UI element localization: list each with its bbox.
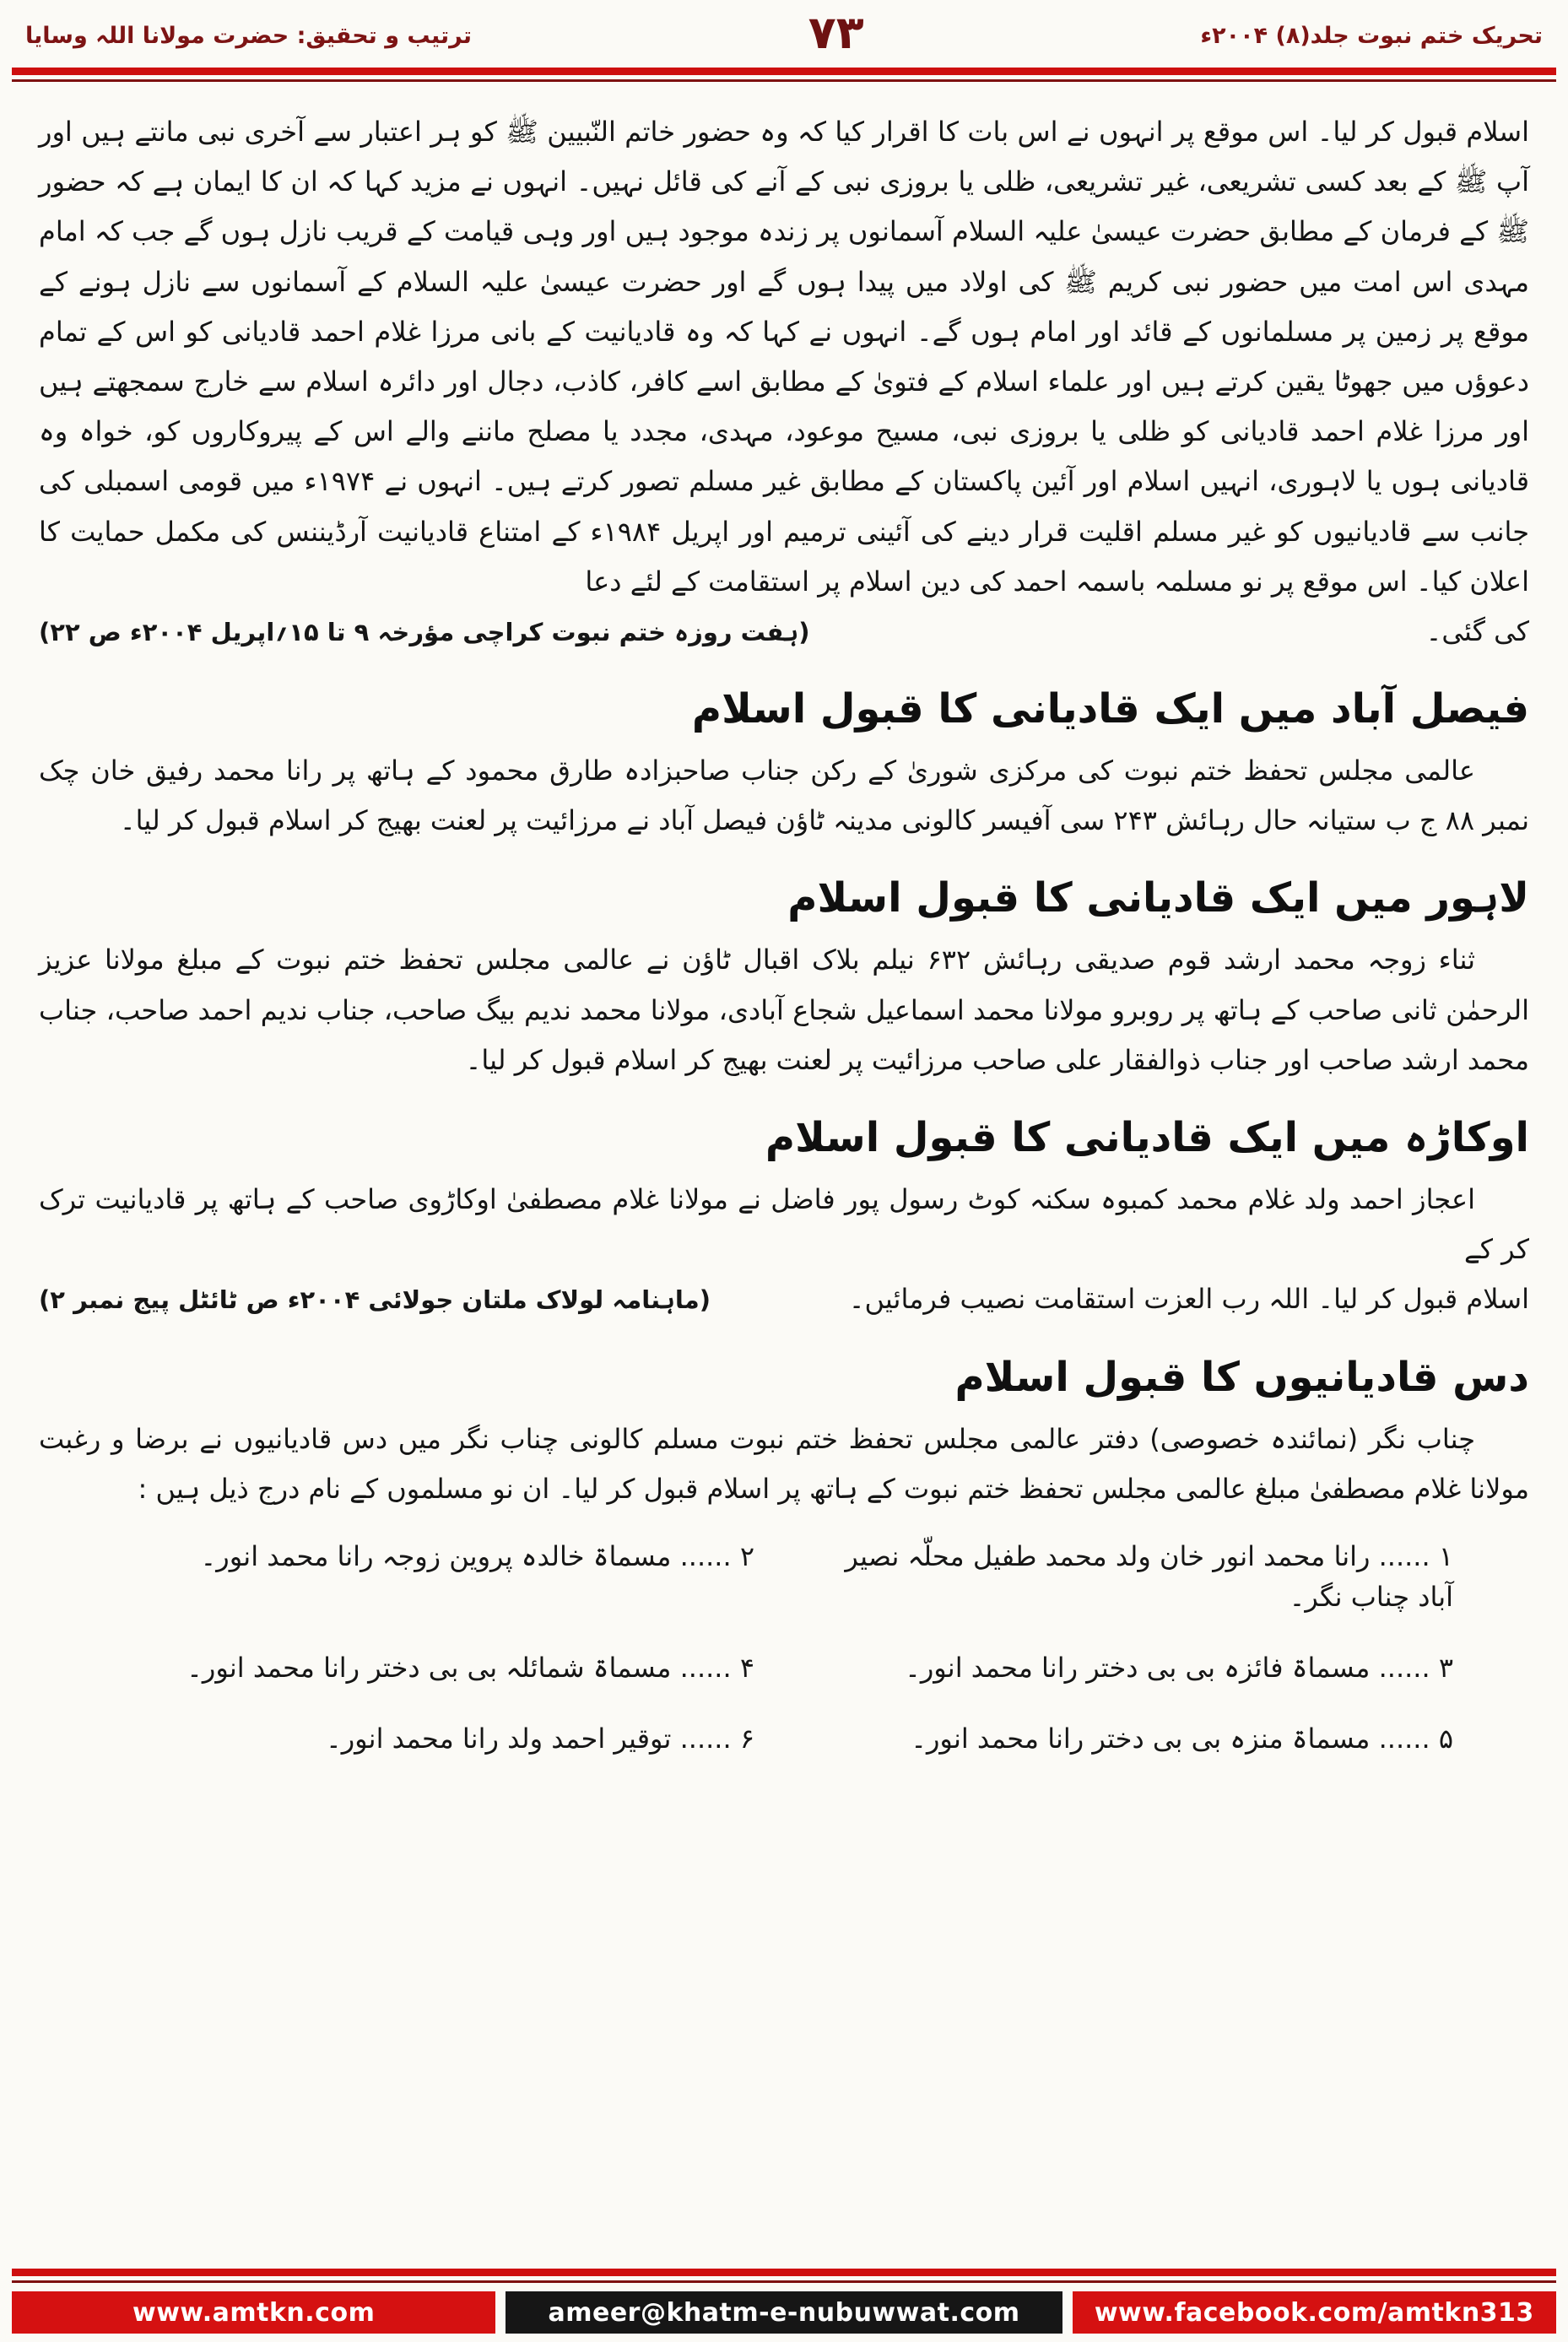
section-body-faisalabad: عالمی مجلس تحفظ ختم نبوت کی مرکزی شوریٰ کے رکن جناب صاحبزادہ طارق محمود کے ہاتھ پر رانا محمد رفیق خان چک نمبر ۸۸ ج ب ستیانہ حال رہائش ۲۴۳ سی آفیسر کالونی مدینہ ٹاؤن فیصل آباد نے مرزائیت پر لعنت بھیج کر اسلام قبول کر لیا۔: [39, 755, 1529, 837]
website-link: www.amtkn.com: [12, 2291, 495, 2334]
intro-citation-line: [39, 607, 1529, 657]
section-body-ten-qadianis: چناب نگر (نمائندہ خصوصی) دفتر عالمی مجلس تحفظ ختم نبوت مسلم کالونی چناب نگر میں دس قادیانیوں نے برضا و رغبت مولانا غلام مصطفیٰ مبلغ عالمی مجلس تحفظ ختم نبوت کے ہاتھ پر اسلام قبول کر لیا۔ ان نو مسلموں کے نام درج ذیل ہیں :: [39, 1422, 1529, 1505]
page-content: [0, 82, 1568, 2269]
section-heading-faisalabad: فیصل آباد میں ایک قادیانی کا قبول اسلام: [691, 685, 1529, 733]
footer-links-row: [12, 2291, 1556, 2334]
page-footer: [0, 2269, 1568, 2342]
convert-item: ۵ ...... مسماۃ منزہ بی بی دختر رانا محمد انور۔: [911, 1722, 1453, 1755]
footer-rule-thin: [12, 2280, 1556, 2283]
okara-tail: اسلام قبول کر لیا۔ اللہ رب العزت استقامت نصیب فرمائیں۔: [848, 1283, 1529, 1316]
page-number: ۷۳: [808, 6, 864, 59]
convert-item: ۴ ...... مسماۃ شمائلہ بی بی دختر رانا محمد انور۔: [187, 1651, 754, 1684]
footer-rule-thick: [12, 2269, 1556, 2276]
section-body-okara: اعجاز احمد ولد غلام محمد کمبوہ سکنہ کوٹ رسول پور فاضل نے مولانا غلام مصطفیٰ اوکاڑوی صاحب کے ہاتھ پر قادیانیت ترک کر کے: [39, 1183, 1529, 1266]
editor-credit: ترتیب و تحقیق: حضرت مولانا اللہ وسایا: [25, 23, 473, 50]
header-rule-thick: [12, 68, 1556, 75]
convert-item: ۱ ...... رانا محمد انور خان ولد محمد طفیل محلّہ نصیر آباد چناب نگر۔: [845, 1539, 1453, 1613]
okara-citation: (ماہنامہ لولاک ملتان جولائی ۲۰۰۴ء ص ٹائٹل پیج نمبر ۲): [39, 1285, 711, 1315]
convert-item: ۲ ...... مسماۃ خالدہ پروین زوجہ رانا محمد انور۔: [200, 1539, 754, 1572]
section-heading-ten-qadianis: دس قادیانیوں کا قبول اسلام: [954, 1353, 1529, 1401]
email-link: ameer@khatm-e-nubuwwat.com: [506, 2291, 1062, 2334]
intro-tail: کی گئی۔: [1425, 614, 1529, 647]
okara-citation-line: [39, 1274, 1529, 1324]
facebook-link: www.facebook.com/amtkn313: [1073, 2291, 1556, 2334]
section-heading-lahore: لاہور میں ایک قادیانی کا قبول اسلام: [787, 874, 1529, 922]
intro-paragraph: اسلام قبول کر لیا۔ اس موقع پر انہوں نے اس بات کا اقرار کیا کہ وہ حضور خاتم النّبیین ﷺ کو ہر اعتبار سے آخری نبی مانتے ہیں اور آپ ﷺ کے بعد کسی تشریعی، غیر تشریعی، ظلی یا بروزی نبی کے آنے کی قائل نہیں۔ انہوں نے مزید کہا کہ ان کا ایمان ہے کہ حضور ﷺ کے فرمان کے مطابق حضرت عیسیٰ علیہ السلام آسمانوں پر زندہ موجود ہیں اور وہی قیامت کے قریب نازل ہوں گے جب کہ امام مہدی اس امت میں حضور نبی کریم ﷺ کی اولاد میں پیدا ہوں گے اور حضرت عیسیٰ علیہ السلام کے آسمانوں سے نازل ہونے کے موقع پر زمین پر مسلمانوں کے قائد اور امام ہوں گے۔ انہوں نے کہا کہ وہ قادیانیت کے بانی مرزا غلام احمد قادیانی کو اس کے تمام دعوؤں میں جھوٹا یقین کرتے ہیں اور علماء اسلام کے فتویٰ کے مطابق اسے کافر، کاذب، دجال اور دائرہ اسلام سے خارج سمجھتے ہیں اور مرزا غلام احمد قادیانی کو ظلی یا بروزی نبی، مسیح موعود، مہدی، مجدد یا مصلح ماننے والے اس کے پیروکاروں کو، خواہ وہ قادیانی ہوں یا لاہوری، انہیں اسلام اور آئین پاکستان کے مطابق غیر مسلم تصور کرتے ہیں۔ انہوں نے ۱۹۷۴ء میں قومی اسمبلی کی جانب سے قادیانیوں کو غیر مسلم اقلیت قرار دینے کی آئینی ترمیم اور اپریل ۱۹۸۴ء کے امتناع قادیانیت آرڈیننس کی مکمل حمایت کا اعلان کیا۔ اس موقع پر نو مسلمہ باسمہ احمد کی دین اسلام پر استقامت کے لئے دعا: [39, 116, 1530, 598]
converts-list: [39, 1514, 1529, 1759]
section-heading-okara: اوکاڑہ میں ایک قادیانی کا قبول اسلام: [765, 1114, 1529, 1161]
convert-item: ۳ ...... مسماۃ فائزہ بی بی دختر رانا محمد انور۔: [905, 1651, 1453, 1684]
page-header: [0, 0, 1568, 62]
volume-title: تحریک ختم نبوت جلد(۸) ۲۰۰۴ء: [1200, 23, 1543, 50]
intro-citation: (ہفت روزہ ختم نبوت کراچی مؤرخہ ۹ تا ۱۵؍اپریل ۲۰۰۴ء ص ۲۲): [39, 617, 810, 646]
convert-item: ۶ ...... توقیر احمد ولد رانا محمد انور۔: [325, 1722, 754, 1755]
header-rules: [0, 68, 1568, 82]
section-body-lahore: ثناء زوجہ محمد ارشد قوم صدیقی رہائش ۶۳۲ نیلم بلاک اقبال ٹاؤن نے عالمی مجلس تحفظ ختم نبوت کے مبلغ مولانا عزیز الرحمٰن ثانی صاحب کے ہاتھ پر روبرو مولانا محمد اسماعیل شجاع آبادی، مولانا محمد ندیم بیگ صاحب، جناب ندیم احمد صاحب، جناب محمد ارشد صاحب اور جناب ذوالفقار علی صاحب مرزائیت پر لعنت بھیج کر اسلام قبول کر لیا۔: [39, 944, 1530, 1076]
